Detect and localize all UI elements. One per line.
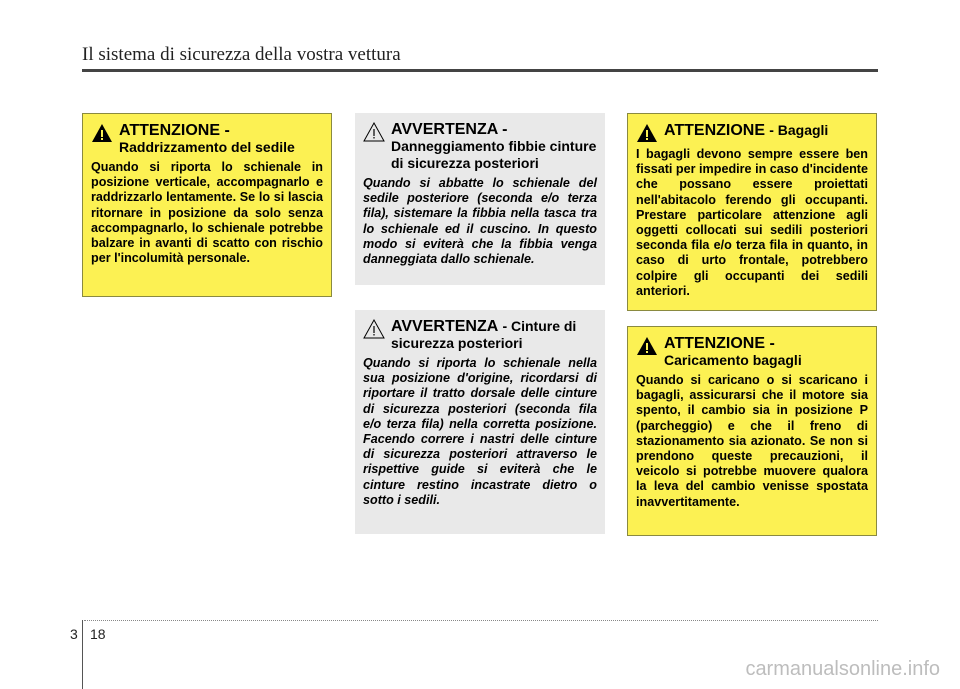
box-subtitle: - Bagagli	[769, 122, 829, 138]
watermark: carmanualsonline.info	[745, 658, 940, 680]
box-title	[119, 122, 295, 156]
box-label: AVVERTENZA -	[391, 121, 508, 138]
header-rule	[82, 69, 878, 72]
box-header	[636, 335, 868, 369]
warning-triangle-icon	[91, 123, 113, 143]
box-body: Quando si caricano o si scaricano i bagagli, assicurarsi che il motore sia spento, il cambio sia in posizione P (parcheggio) e che il freno di stazionamento sia azionato. Se non si prendono queste precauzioni, il veicolo si potrebbe muovere qualora la leva del cambio venisse spostata inavvertitamente.	[636, 373, 868, 509]
caution-luggage-loading-box	[627, 326, 877, 536]
box-title	[391, 318, 597, 352]
box-subtitle: Raddrizzamento del sedile	[119, 139, 295, 155]
warning-triangle-icon	[636, 123, 658, 143]
footer-vertical-rule	[82, 620, 83, 689]
box-label: AVVERTENZA	[391, 318, 499, 335]
warning-rear-seatbelts-box	[355, 310, 605, 534]
warning-triangle-outline-icon	[363, 122, 385, 142]
box-subtitle: Caricamento bagagli	[664, 352, 802, 368]
page-number: 18	[90, 626, 106, 642]
box-subtitle: Danneggiamento fibbie cinture di sicurezza posteriori	[391, 138, 597, 171]
box-subtitle: - Cinture di sicurezza posteriori	[391, 318, 577, 351]
box-label: ATTENZIONE -	[119, 122, 230, 139]
box-header	[636, 122, 868, 143]
box-title	[391, 121, 597, 172]
box-body: Quando si abbatte lo schienale del sedile posteriore (seconda e/o terza fila), sistemare la fibbia nella tasca tra lo schienale ed il cuscino. In questo modo si eviterà che la fibbia venga danneggiata dallo schienale.	[363, 176, 597, 267]
warning-triangle-icon	[636, 336, 658, 356]
box-header	[91, 122, 323, 156]
caution-seat-straightening-box	[82, 113, 332, 297]
box-header	[363, 121, 597, 172]
box-title	[664, 335, 802, 369]
section-number: 3	[70, 626, 78, 642]
box-body: Quando si riporta lo schienale in posizione verticale, accompagnarlo e raddrizzarlo lentamente. Se lo si lascia ritornare in posizione da solo senza accompagnarlo, lo schienale potrebbe balzare in avanti di scatto con rischio per l'incolumità personale.	[91, 160, 323, 266]
warning-triangle-outline-icon	[363, 319, 385, 339]
footer-dotted-rule	[84, 620, 878, 621]
warning-buckle-damage-box	[355, 113, 605, 285]
box-body: I bagagli devono sempre essere ben fissati per impedire in caso d'incidente che possano essere proiettati nell'abitacolo ferendo gli occupanti. Prestare particolare attenzione agli oggetti collocati sui sedili posteriori seconda fila e/o terza fila in quanto, in caso di urto frontale, potrebbero colpire gli occupanti dei sedili anteriori.	[636, 147, 868, 298]
caution-luggage-box	[627, 113, 877, 311]
box-header	[363, 318, 597, 352]
box-title	[664, 122, 828, 139]
box-body: Quando si riporta lo schienale nella sua posizione d'origine, ricordarsi di riportare il tratto dorsale delle cinture di sicurezza posteriori (seconda fila e/o terza fila) nella corretta posizione. Facendo correre i nastri delle cinture di sicurezza posteriori attraverso le rispettive guide si eviterà che le cinture restino incastrate dietro o sotto i sedili.	[363, 356, 597, 507]
box-label: ATTENZIONE -	[664, 335, 775, 352]
box-label: ATTENZIONE	[664, 122, 766, 139]
page-header-title: Il sistema di sicurezza della vostra vettura	[82, 44, 401, 65]
